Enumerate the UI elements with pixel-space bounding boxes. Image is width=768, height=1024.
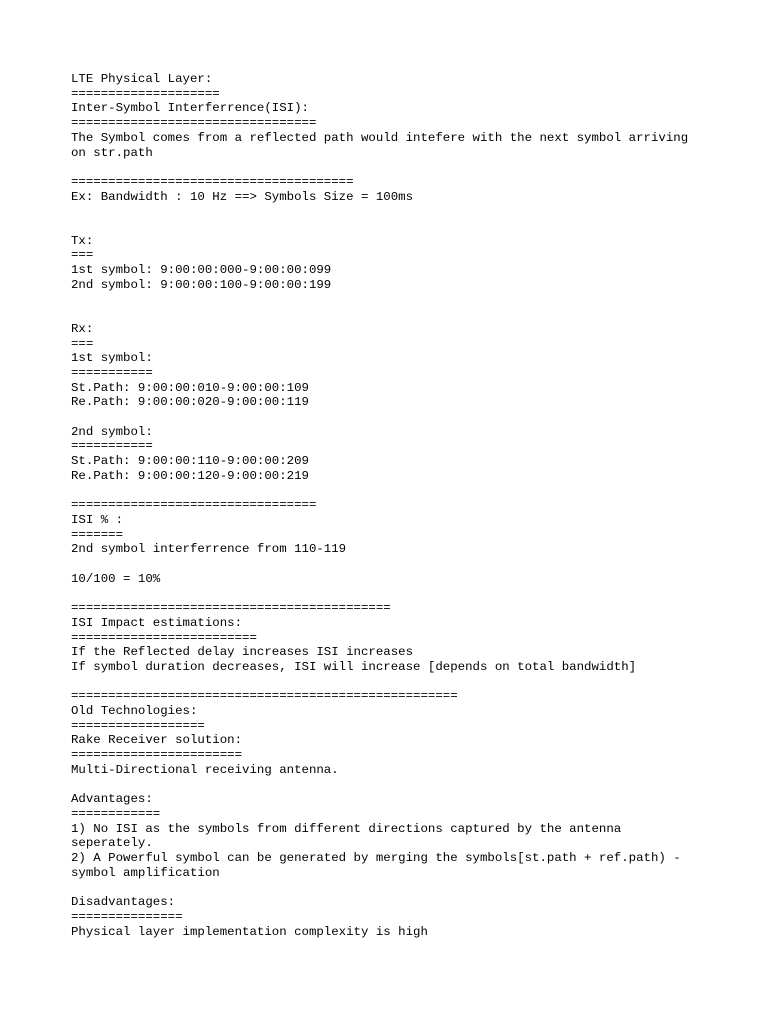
text-line: Tx: (71, 233, 94, 248)
text-line: Re.Path: 9:00:00:120-9:00:00:219 (71, 468, 309, 483)
text-line: If symbol duration decreases, ISI will increase [depends on total bandwidth] (71, 659, 637, 674)
text-line: Old Technologies: (71, 704, 198, 719)
blank-line (71, 586, 731, 601)
text-line: ==================== (71, 86, 220, 101)
text-line: Re.Path: 9:00:00:020-9:00:00:119 (71, 395, 309, 410)
text-line: 1st symbol: (71, 351, 153, 366)
text-line: 1st symbol: 9:00:00:000-9:00:00:099 (71, 263, 332, 278)
blank-line (71, 881, 731, 896)
blank-line (71, 160, 731, 175)
text-line: === (71, 336, 94, 351)
text-line: If the Reflected delay increases ISI increases (71, 645, 414, 660)
text-line: Physical layer implementation complexity is high (71, 924, 428, 939)
text-line: =============== (71, 909, 183, 924)
text-line: LTE Physical Layer: (71, 72, 213, 86)
text-line: ISI Impact estimations: (71, 615, 243, 630)
text-line: 10/100 = 10% (71, 571, 161, 586)
text-line: ========================= (71, 630, 257, 645)
text-line: ============ (71, 806, 161, 821)
blank-line (71, 219, 731, 234)
text-line: 2nd symbol: (71, 424, 153, 439)
text-line: Rx: (71, 321, 94, 336)
text-line: Advantages: (71, 792, 153, 807)
blank-line (71, 778, 731, 793)
text-line: === (71, 248, 94, 263)
text-line: =========== (71, 365, 153, 380)
text-line: Ex: Bandwidth : 10 Hz ==> Symbols Size = 100ms (71, 189, 414, 204)
text-line: Multi-Directional receiving antenna. (71, 762, 339, 777)
document-body (71, 72, 731, 939)
blank-line (71, 204, 731, 219)
text-line: seperately. (71, 836, 153, 851)
text-line: symbol amplification (71, 865, 220, 880)
text-line: 1) No ISI as the symbols from different directions captured by the antenna (71, 821, 622, 836)
text-line: The Symbol comes from a reflected path would intefere with the next symbol arriving (71, 130, 689, 145)
text-line: Rake Receiver solution: (71, 733, 243, 748)
text-line: ==================================================== (71, 689, 458, 704)
text-line: 2) A Powerful symbol can be generated by merging the symbols[st.path + ref.path) - (71, 851, 681, 866)
text-line: ================================= (71, 116, 317, 131)
text-line: =========== (71, 439, 153, 454)
text-line: 2nd symbol: 9:00:00:100-9:00:00:199 (71, 277, 332, 292)
text-line: ====================================== (71, 174, 354, 189)
blank-line (71, 557, 731, 572)
blank-line (71, 484, 731, 499)
text-line: St.Path: 9:00:00:110-9:00:00:209 (71, 454, 309, 469)
text-line: =========================================== (71, 601, 391, 616)
text-line: ======= (71, 527, 124, 542)
text-line: 2nd symbol interferrence from 110-119 (71, 542, 347, 557)
blank-line (71, 675, 731, 690)
text-line: St.Path: 9:00:00:010-9:00:00:109 (71, 380, 309, 395)
blank-line (71, 293, 731, 308)
text-line: ISI % : (71, 512, 124, 527)
text-line: ================================= (71, 498, 317, 513)
text-line: on str.path (71, 145, 153, 160)
text-line: Disadvantages: (71, 895, 176, 910)
text-line: ================== (71, 718, 205, 733)
text-line: Inter-Symbol Interferrence(ISI): (71, 101, 309, 116)
text-line: ======================= (71, 748, 243, 763)
blank-line (71, 410, 731, 425)
blank-line (71, 307, 731, 322)
